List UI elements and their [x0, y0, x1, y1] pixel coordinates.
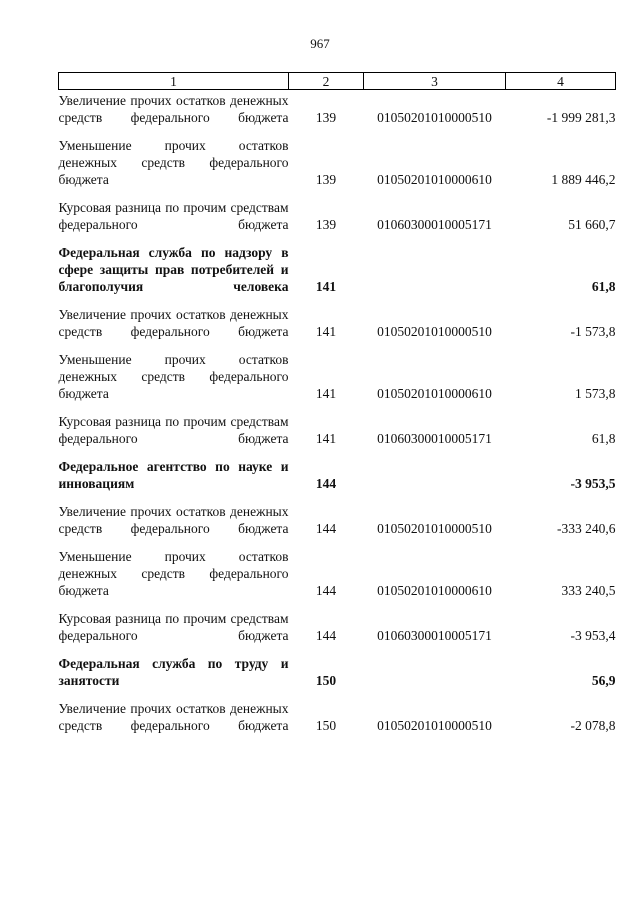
- row-kbk: [364, 647, 506, 692]
- row-code: 144: [315, 583, 337, 598]
- budget-table: [58, 72, 616, 737]
- row-amount: 61,8: [591, 279, 616, 294]
- row-kbk: 01050201010000510: [377, 324, 492, 339]
- row-amount: -3 953,4: [570, 628, 616, 643]
- table-row: [59, 540, 616, 602]
- row-code: 139: [315, 110, 337, 125]
- table-row: [59, 602, 616, 647]
- table-row: [59, 90, 616, 130]
- row-kbk: [364, 236, 506, 298]
- table-row: [59, 236, 616, 298]
- row-code: 150: [315, 718, 337, 733]
- row-code: 141: [315, 386, 337, 401]
- row-kbk: 01060300010005171: [377, 628, 492, 643]
- row-name: Увеличение прочих остатков денежных средств федерального бюджета: [58, 93, 289, 125]
- table-row: [59, 343, 616, 405]
- table-row: [59, 191, 616, 236]
- header-col-1: 1: [59, 73, 289, 90]
- row-code: 141: [315, 324, 337, 339]
- row-amount: -333 240,6: [557, 521, 616, 536]
- row-amount: -1 573,8: [570, 324, 616, 339]
- row-code: 139: [315, 217, 337, 232]
- row-amount: -1 999 281,3: [546, 110, 616, 125]
- table-body: [59, 90, 616, 738]
- row-code: 144: [315, 521, 337, 536]
- row-amount: 56,9: [591, 673, 616, 688]
- row-name: Уменьшение прочих остатков денежных средств федерального бюджета: [58, 352, 289, 401]
- row-name: Федеральная служба по труду и занятости: [58, 656, 289, 688]
- row-amount: -2 078,8: [570, 718, 616, 733]
- header-col-3: 3: [364, 73, 506, 90]
- row-code: 141: [315, 279, 337, 294]
- table-row: [59, 692, 616, 737]
- row-code: 144: [315, 628, 337, 643]
- row-kbk: 01050201010000510: [377, 110, 492, 125]
- table-row: [59, 129, 616, 191]
- row-kbk: 01050201010000510: [377, 521, 492, 536]
- row-name: Федеральное агентство по науке и инновациям: [58, 459, 289, 491]
- header-row: [59, 73, 616, 90]
- row-kbk: 01050201010000610: [377, 583, 492, 598]
- row-amount: 51 660,7: [568, 217, 616, 232]
- row-amount: 61,8: [591, 431, 616, 446]
- row-name: Уменьшение прочих остатков денежных средств федерального бюджета: [58, 138, 289, 187]
- row-code: 139: [315, 172, 337, 187]
- table-row: [59, 450, 616, 495]
- table-header: [59, 73, 616, 90]
- header-col-4: 4: [506, 73, 616, 90]
- row-kbk: [364, 450, 506, 495]
- table-row: [59, 495, 616, 540]
- table-row: [59, 298, 616, 343]
- row-kbk: 01060300010005171: [377, 431, 492, 446]
- row-name: Увеличение прочих остатков денежных средств федерального бюджета: [58, 307, 289, 339]
- row-kbk: 01050201010000510: [377, 718, 492, 733]
- row-amount: 1 573,8: [575, 386, 616, 401]
- table-row: [59, 405, 616, 450]
- row-name: Курсовая разница по прочим средствам федерального бюджета: [58, 200, 289, 232]
- row-name: Курсовая разница по прочим средствам федерального бюджета: [58, 414, 289, 446]
- row-amount: 1 889 446,2: [551, 172, 616, 187]
- row-name: Федеральная служба по надзору в сфере защиты прав потребителей и благополучия человека: [58, 245, 289, 294]
- table-row: [59, 647, 616, 692]
- row-name: Увеличение прочих остатков денежных средств федерального бюджета: [58, 504, 289, 536]
- row-kbk: 01050201010000610: [377, 386, 492, 401]
- row-amount: 333 240,5: [561, 583, 616, 598]
- row-kbk: 01050201010000610: [377, 172, 492, 187]
- page-number: 967: [310, 36, 330, 51]
- row-name: Увеличение прочих остатков денежных средств федерального бюджета: [58, 701, 289, 733]
- header-col-2: 2: [289, 73, 364, 90]
- row-amount: -3 953,5: [570, 476, 616, 491]
- row-kbk: 01060300010005171: [377, 217, 492, 232]
- row-code: 141: [315, 431, 337, 446]
- row-code: 144: [315, 476, 337, 491]
- row-code: 150: [315, 673, 337, 688]
- row-name: Уменьшение прочих остатков денежных средств федерального бюджета: [58, 549, 289, 598]
- row-name: Курсовая разница по прочим средствам федерального бюджета: [58, 611, 289, 643]
